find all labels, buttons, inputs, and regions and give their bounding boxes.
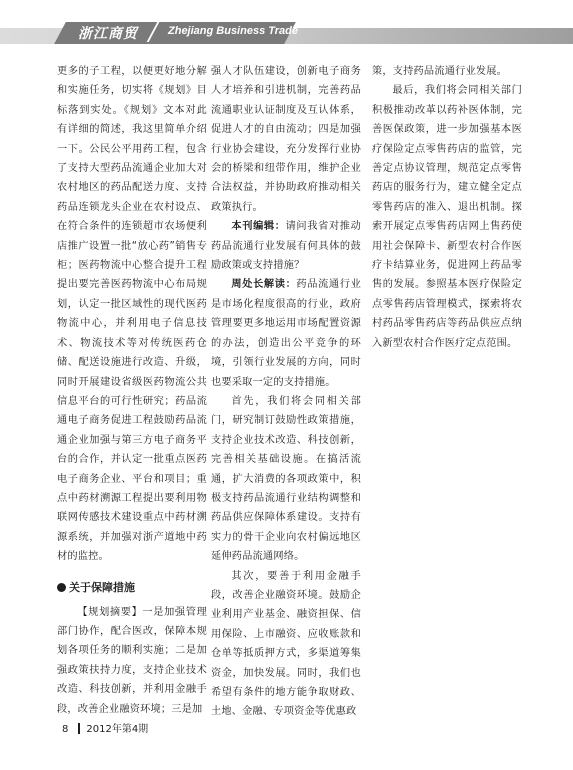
column-1 [57,62,207,719]
question-label: 本刊编辑： [231,221,286,233]
answer-paragraph [211,275,361,391]
question-paragraph [211,217,361,275]
column-2 [211,62,361,722]
section-title: 关于保障措施 [69,580,135,594]
paragraph: 首先，我们将会同相关部门，研究制订鼓励性政策措施，支持企业技术改造、科技创新，完善相关基础设施。在搞活流通，扩大消费的各项政策中，积极支持药品流通行业结构调整和药品供应保障体系建设。支持有实力的骨干企业向农村偏远地区延伸药品流通网络。 [211,395,361,563]
paragraph: 【规划摘要】一是加强管理部门协作，配合医改，保障本规划各项任务的顺利实施；二是加强政策扶持力度，支持企业技术改造、科技创新，并利用金融手段，改善企业融资环境；三是加 [57,606,207,715]
section-heading [57,579,207,595]
page-footer [62,720,148,735]
magazine-logo: 浙江商贸 [78,26,138,42]
paragraph: 最后，我们将会同相关部门积极推动改革以药补医体制，完善医保政策，进一步加强基本医疗保险定点零售药店的监管，完善定点协议管理，规范定点零售药店的服务行为，建立健全定点零售药店的准入、退出机制。探索开展定点零售药店网上售药使用社会保障卡、新型农村合作医疗卡结算业务，促进网上药品零售的发展。参照基本医疗保险定点零售药店管理模式，探索将农村药品零售药店等药品供应点纳入新型农村合作医疗定点范围。 [372,85,522,349]
paragraph: 策，支持药品流通行业发展。 [372,66,508,77]
footer-divider [78,723,80,734]
paragraph: 其次，要善于利用金融手段，改善企业融资环境。鼓励企业利用产业基金、融资担保、信用保险、上市融资、应收账款和仓单等抵质押方式，多渠道筹集资金，加快发展。同时，我们也希望有条件的地方能争取财政、土地、金融、专项资金等优惠政 [211,570,361,718]
column-3 [372,62,522,353]
paragraph: 更多的子工程，以便更好地分解和实施任务，切实将《规划》目标落到实处。《规划》文本对此有详细的简述，我这里简单介绍一下。公民公平用药工程，包含了支持大型药品流通企业加大对农村地区的药品配送力度、支持药品连锁龙头企业在农村设点、在符合条件的连锁超市农场便利店推广设置一批“放心药”销售专柜；医药物流中心整合提升工程提出要完善医药物流中心布局规划，认定一批区域性的现代医药物流中心，并利用电子信息技术、物流技术等对传统医药仓储、配送设施进行改造、升级，同时开展建设省级医药物流公共信息平台的可行性研究；药品流通电子商务促进工程鼓励药品流通企业加强与第三方电子商务平台的合作，并认定一批重点医药电子商务企业、平台和项目；重点中药材溯源工程提出要利用物联网传感技术建设重点中药材溯源系统，并加强对浙产道地中药材的监控。 [57,66,207,563]
question-text: 请问我省对推动药品流通行业发展有何具体的鼓励政策或支持措施？ [211,221,362,272]
issue-label: 2012年第4期 [86,724,149,735]
magazine-name-en: Zhejiang Business Trade [168,25,299,37]
bullet-icon [57,583,66,592]
answer-label: 周处长解读： [231,279,297,291]
page-number: 8 [62,724,69,735]
page-header [0,22,573,50]
paragraph: 强人才队伍建设，创新电子商务人才培养和引进机制，完善药品流通职业认证制度及互认体系，促进人才的自由流动；四是加强行业协会建设，充分发挥行业协会的桥梁和纽带作用，维护企业合法权益，并协助政府推动相关政策执行。 [211,66,361,213]
answer-text: 药品流通行业是市场化程度很高的行业，政府管理要更多地运用市场配置资源的办法，创造出公平竞争的环境，引领行业发展的方向，同时也要采取一定的支持措施。 [211,279,361,388]
